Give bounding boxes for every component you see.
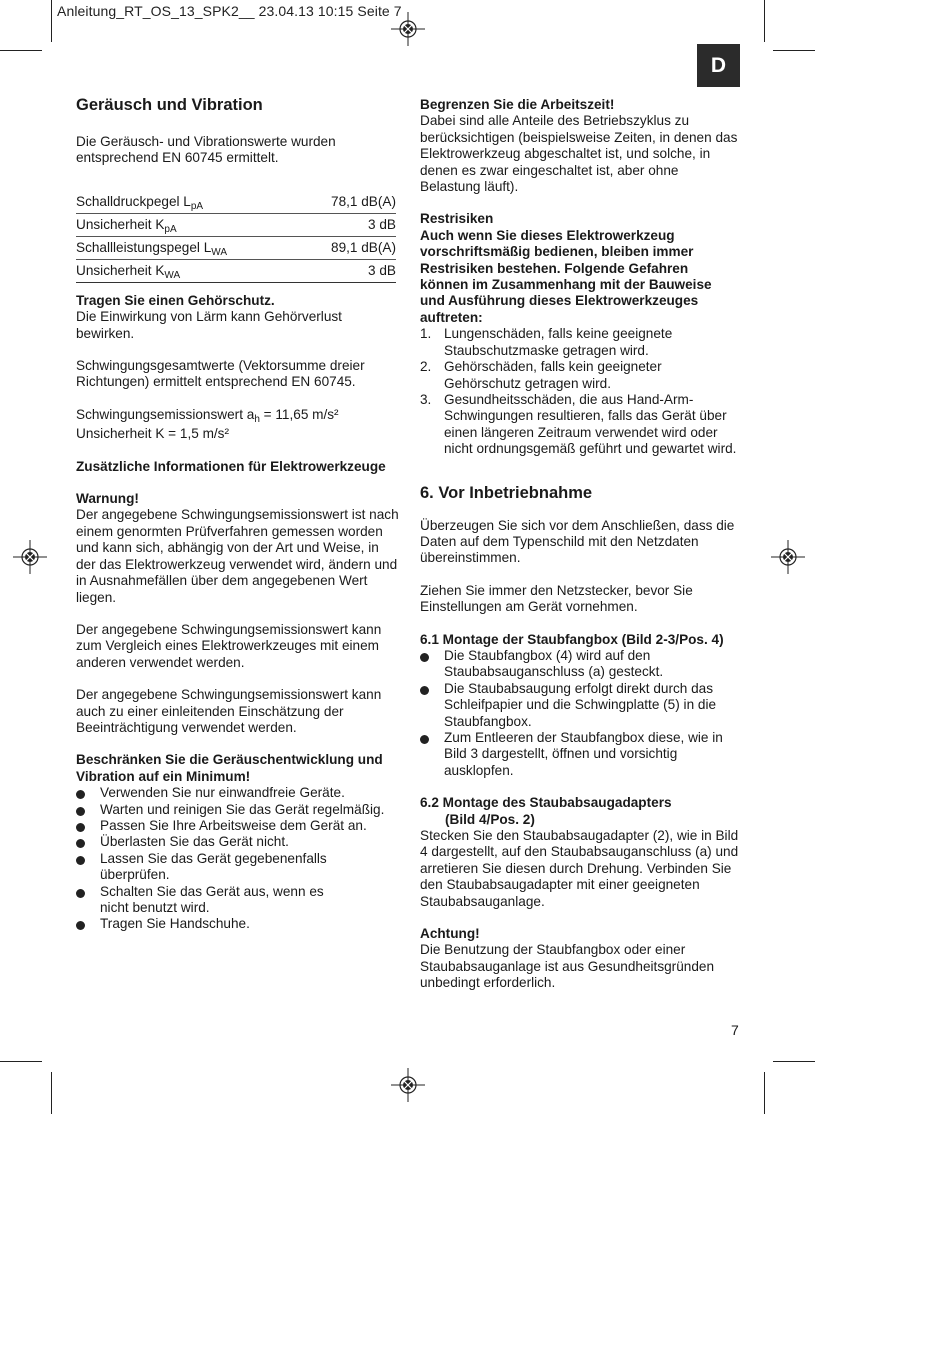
table-row (76, 259, 396, 282)
bullet-icon (420, 653, 429, 662)
trim-mark (0, 1061, 42, 1062)
warning-text: Der angegebene Schwingungsemissionswert ist nach einem genormten Prüfverfahren gemessen worden und kann sich, abhängig von der Art und Weise, in der das Elektrowerkzeug verwendet wird, ändern und in Ausnahmefällen über dem angegebenen Wert liegen. (76, 507, 399, 605)
list-item: Tragen Sie Handschuhe. (76, 916, 400, 932)
bullet-icon (76, 790, 85, 799)
trim-mark (773, 50, 815, 51)
warning-title: Warnung! (76, 491, 139, 507)
list-item: Passen Sie Ihre Arbeitsweise dem Gerät an. (76, 818, 400, 834)
section-6-2-title: 6.2 Montage des Staubabsaugadapters (420, 795, 672, 811)
worktime-title: Begrenzen Sie die Arbeitszeit! (420, 97, 615, 112)
hearing-protection-title: Tragen Sie einen Gehörschutz. (76, 292, 275, 308)
print-slug: Anleitung_RT_OS_13_SPK2__ 23.04.13 10:15 Seite 7 (57, 3, 402, 19)
compare-text: Der angegebene Schwingungsemissionswert kann zum Vergleich eines Elektrowerkzeuges mit einem anderen verwendet werden. (76, 621, 382, 670)
attention-text: Die Benutzung der Staubfangbox oder einer Staubabsauganlage ist aus Gesundheitsgründen unbedingt erforderlich. (420, 942, 714, 991)
section-6-1-title: 6.1 Montage der Staubfangbox (Bild 2-3/Pos. 4) (420, 631, 724, 647)
list-item: Die Staubabsaugung erfolgt direkt durch das Schleifpapier und die Schwingplatte (5) in die Staubfangbox. (420, 681, 740, 730)
list-item: Lassen Sie das Gerät gegebenenfalls überprüfen. (76, 851, 340, 884)
bullet-icon (420, 735, 429, 744)
table-value: 89,1 dB(A) (331, 239, 396, 255)
table-value: 78,1 dB(A) (331, 193, 396, 209)
bullet-icon (76, 823, 85, 832)
risks-list (420, 326, 742, 457)
list-item: 3. Gesundheitsschäden, die aus Hand-Arm-Schwingungen resultieren, falls das Gerät über einen längeren Zeitraum verwendet wird oder nicht ordnungsgemäß geführt und gewartet wird. (420, 391, 737, 457)
trim-mark (764, 0, 765, 42)
measurement-table (76, 191, 396, 283)
trim-mark (51, 1072, 52, 1114)
trim-mark (764, 1072, 765, 1114)
bullet-icon (420, 686, 429, 695)
limit-title: Beschränken Sie die Geräuschentwicklung und Vibration auf ein Minimum! (76, 752, 383, 784)
attention-title: Achtung! (420, 926, 480, 942)
section-6-1-list (420, 648, 742, 779)
table-row (76, 213, 396, 236)
trim-mark (0, 50, 42, 51)
hearing-protection-text: Die Einwirkung von Lärm kann Gehörverlust bewirken. (76, 309, 342, 341)
trim-mark (773, 1061, 815, 1062)
list-item: Die Staubfangbox (4) wird auf den Staubabsauganschluss (a) gesteckt. (420, 648, 742, 681)
check-text: Überzeugen Sie sich vor dem Anschließen, dass die Daten auf dem Typenschild mit den Netzdaten übereinstimmen. (420, 517, 735, 566)
registration-mark-icon (771, 540, 805, 574)
table-label: Schalldruckpegel $L_{pA}$ (76, 193, 204, 212)
bullet-icon (76, 921, 85, 930)
bullet-icon (76, 807, 85, 816)
left-column (76, 94, 400, 933)
list-item: Überlasten Sie das Gerät nicht. (76, 834, 400, 850)
heading-noise-vibration: Geräusch und Vibration (76, 96, 263, 114)
list-item: Verwenden Sie nur einwandfreie Geräte. (76, 785, 400, 801)
section-heading-startup: 6. Vor Inbetriebnahme (420, 483, 593, 502)
registration-mark-icon (13, 540, 47, 574)
list-item: 1. Lungenschäden, falls keine geeignete Staubschutzmaske getragen wird. (420, 326, 673, 358)
bullet-icon (76, 889, 85, 898)
limit-list (76, 785, 400, 933)
table-label: Unsicherheit $K_{WA}$ (76, 262, 181, 281)
emission-value: Schwingungsemissionswert $a_h = 11,65$ m/s² (76, 406, 339, 425)
registration-mark-icon (391, 1068, 425, 1102)
plug-text: Ziehen Sie immer den Netzstecker, bevor Sie Einstellungen am Gerät vornehmen. (420, 582, 693, 615)
section-6-2-title-ref: (Bild 4/Pos. 2) (445, 811, 535, 827)
page-number: 7 (731, 1022, 739, 1038)
table-value: 3 dB (368, 262, 396, 278)
table-label: Unsicherheit $K_{pA}$ (76, 216, 177, 235)
table-value: 3 dB (368, 216, 396, 232)
bullet-icon (76, 856, 85, 865)
trim-mark (51, 0, 52, 42)
table-label: Schallleistungspegel $L_{WA}$ (76, 239, 228, 258)
table-row (76, 191, 396, 214)
right-column (420, 97, 742, 992)
registration-mark-icon (391, 12, 425, 46)
intro-text: Die Geräusch- und Vibrationswerte wurden entsprechend EN 60745 ermittelt. (76, 134, 336, 166)
table-row (76, 236, 396, 259)
extra-info-title: Zusätzliche Informationen für Elektrowerkzeuge (76, 458, 386, 474)
risks-title: Restrisiken (420, 211, 494, 227)
uncertainty-value: Unsicherheit K = 1,5 m/s² (76, 426, 229, 442)
list-item: Schalten Sie das Gerät aus, wenn es nicht benutzt wird. (76, 884, 340, 917)
list-item: 2. Gehörschäden, falls kein geeigneter Gehörschutz getragen wird. (420, 359, 662, 391)
bullet-icon (76, 839, 85, 848)
risks-intro: Auch wenn Sie dieses Elektrowerkzeug vorschriftsmäßig bedienen, bleiben immer Restrisiken bestehen. Folgende Gefahren können im Zusammenhang mit der Bauweise und Ausführung dieses Elektrowerkzeuges auftreten: (420, 227, 712, 325)
list-item: Warten und reinigen Sie das Gerät regelmäßig. (76, 802, 400, 818)
section-6-2-text: Stecken Sie den Staubabsaugadapter (2), wie in Bild 4 dargestellt, auf den Staubabsauganschluss (a) und arretieren Sie diesen durch Drehung. Verbinden Sie den Staubabsaugadapter mit einer geeigneten Staubabsauganlage. (420, 828, 739, 909)
language-tab: D (697, 44, 740, 87)
vibration-total-text: Schwingungsgesamtwerte (Vektorsumme dreier Richtungen) ermittelt entsprechend EN 60745. (76, 358, 365, 390)
worktime-text: Dabei sind alle Anteile des Betriebszyklus zu berücksichtigen (beispielsweise Zeiten, in denen das Elektrowerkzeug abgeschaltet ist, und solche, in denen es zwar eingeschaltet ist, aber ohne Belastung läuft). (420, 113, 738, 195)
assess-text: Der angegebene Schwingungsemissionswert kann auch zu einer einleitenden Einschätzung der Beeinträchtigung verwendet werden. (76, 687, 382, 735)
list-item: Zum Entleeren der Staubfangbox diese, wie in Bild 3 dargestellt, öffnen und vorsichtig ausklopfen. (420, 730, 740, 779)
